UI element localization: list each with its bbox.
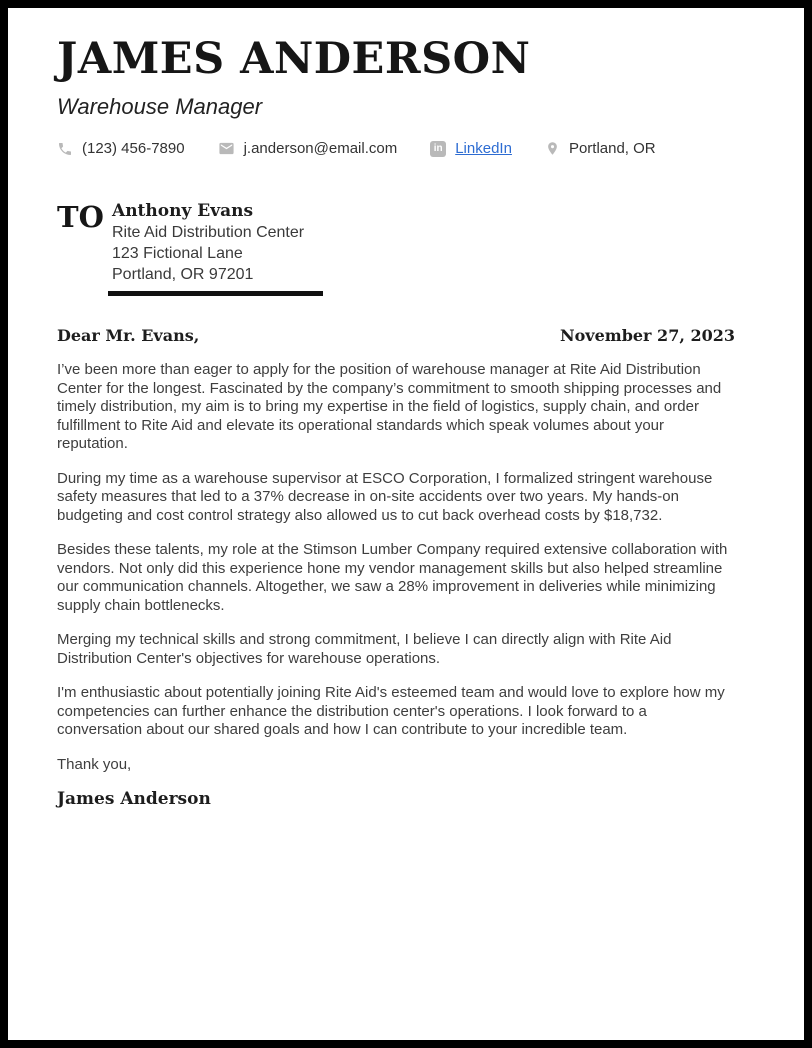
location-text: Portland, OR (568, 140, 656, 157)
phone-icon (57, 141, 73, 157)
candidate-name: JAMES ANDERSON (57, 34, 531, 84)
recipient-street: 123 Fictional Lane (112, 245, 243, 262)
body-paragraph: During my time as a warehouse supervisor at ESCO Corporation, I formalized stringent warehouse safety measures that led to a 37% decrease in on-site accidents over two years. My hands-on budgeting and cost control strategy also allowed us to cut back overhead costs by $18,732. (57, 469, 713, 524)
body-paragraph: I'm enthusiastic about potentially joining Rite Aid's esteemed team and would love to explore how my competencies can further enhance the distribution center's operations. I look forward to a conversation about our shared goals and how I can contribute to your incredible team. (57, 684, 725, 738)
location-pin-icon (545, 140, 560, 157)
email-icon (218, 140, 235, 157)
recipient-divider (108, 291, 323, 296)
contact-email (218, 140, 398, 157)
contact-linkedin (430, 140, 512, 157)
contact-phone (57, 140, 185, 157)
recipient-address (112, 201, 323, 296)
phone-number: (123) 456-7890 (82, 140, 185, 157)
contact-location (545, 140, 656, 157)
salutation-row (57, 326, 735, 345)
recipient-block (57, 201, 735, 296)
body-paragraph: I’ve been more than eager to apply for the position of warehouse manager at Rite Aid Distribution Center for the longest. Fascinated by the company’s commitment to smooth shipping processes and timely distribution, my aim is to bring my expertise in the field of logistics, supply chain, and order fulfillment to Rite Aid and elevate its operational standards which speak volumes about your reputation. (57, 361, 722, 452)
signature-name: James Anderson (57, 788, 211, 809)
linkedin-icon: in (430, 141, 446, 157)
recipient-name: Anthony Evans (112, 201, 254, 221)
candidate-job-title: Warehouse Manager (57, 94, 263, 119)
linkedin-link[interactable]: LinkedIn (455, 140, 512, 157)
recipient-company: Rite Aid Distribution Center (112, 224, 305, 241)
letter-date: November 27, 2023 (559, 326, 735, 345)
body-paragraph: Merging my technical skills and strong commitment, I believe I can directly align with Rite Aid Distribution Center's objectives for warehouse operations. (57, 631, 672, 667)
recipient-city: Portland, OR 97201 (112, 266, 254, 283)
email-address: j.anderson@email.com (243, 140, 398, 157)
recipient-to-label: TO (57, 200, 104, 234)
salutation: Dear Mr. Evans, (57, 326, 200, 345)
closing: Thank you, (57, 755, 132, 773)
body-paragraph: Besides these talents, my role at the Stimson Lumber Company required extensive collaboration with vendors. Not only did this experience hone my vendor management skills but also helped streamline our communication channels. Altogether, we saw a 28% improvement in deliveries while minimizing supply chain bottlenecks. (57, 541, 728, 614)
contact-row (57, 140, 735, 157)
